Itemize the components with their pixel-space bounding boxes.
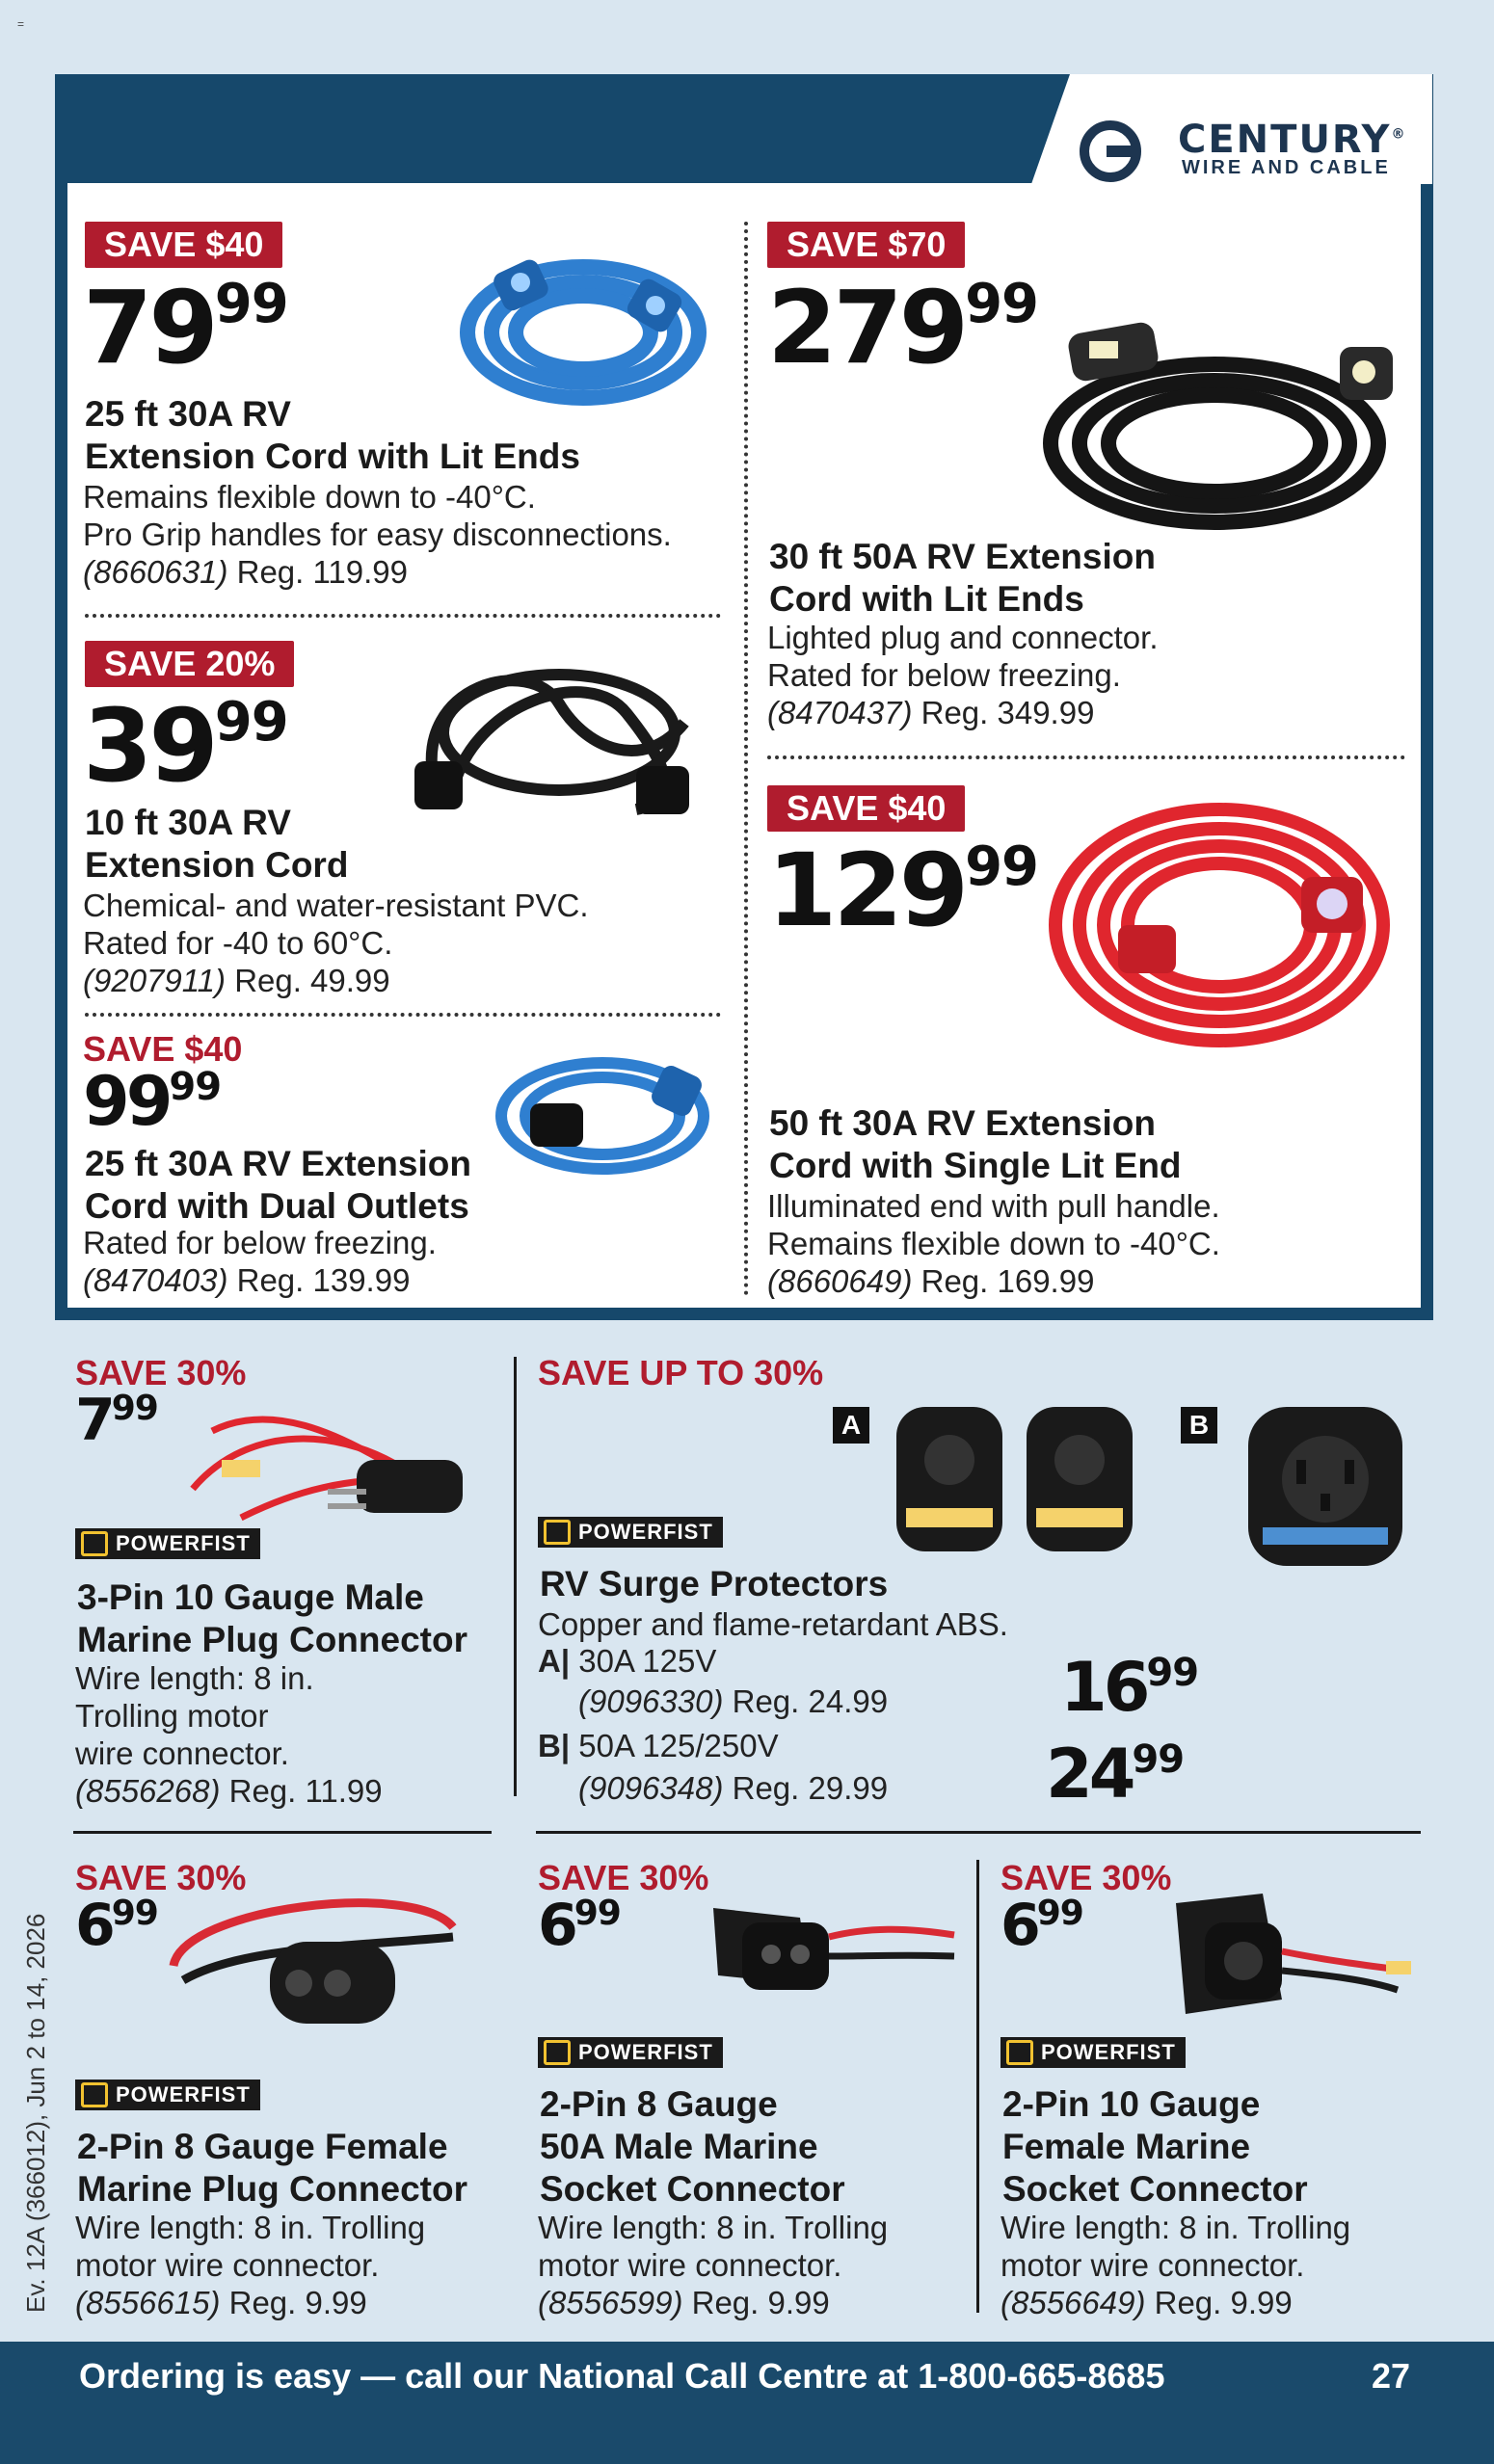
product-title: RV Surge Protectors (540, 1564, 889, 1603)
variant-a-marker: A (833, 1407, 869, 1444)
edition-info: Ev. 12A (366012), Jun 2 to 14, 2026 (21, 1913, 50, 2313)
section-divider-vertical (514, 1357, 517, 1796)
product-description: Chemical- and water-resistant PVC. Rated for -40 to 60°C. (9207911) Reg. 49.99 (83, 888, 589, 998)
blue-cord-dual-outlets-image (482, 1041, 713, 1185)
save-label: SAVE 30% (75, 1858, 247, 1897)
price: 699 (538, 1892, 621, 1959)
product-title: 25 ft 30A RV Extension Cord with Dual Outlets (85, 1144, 471, 1226)
century-logo-icon (1080, 120, 1141, 182)
2-pin-male-socket-image (694, 1879, 964, 2004)
brand-subtitle: WIRE AND CABLE (1182, 157, 1391, 178)
product-description: Wire length: 8 in. Trolling motor wire connector. (8556649) Reg. 9.99 (1000, 2210, 1351, 2320)
save-label: SAVE 30% (75, 1353, 247, 1392)
powerfist-logo: POWERFIST (75, 1528, 260, 1559)
product-description: Lighted plug and connector. Rated for below freezing. (8470437) Reg. 349.99 (767, 620, 1159, 730)
save-badge: SAVE $70 (767, 222, 965, 268)
product-title: 25 ft 30A RV Extension Cord with Lit Ends (85, 394, 580, 476)
powerfist-logo: POWERFIST (75, 2080, 260, 2110)
brand-name: CENTURY® (1178, 118, 1407, 162)
surge-protectors-30a-image (892, 1402, 1142, 1556)
powerfist-logo: POWERFIST (538, 2037, 723, 2068)
product-description: Illuminated end with pull handle. Remains flexible down to -40°C. (8660649) Reg. 169.99 (767, 1188, 1220, 1299)
powerfist-logo: POWERFIST (1000, 2037, 1186, 2068)
page-number: 27 (1372, 2356, 1411, 2396)
panel-divider-1 (85, 614, 721, 618)
2-pin-female-plug-image (164, 1869, 501, 2033)
panel-vertical-divider (744, 222, 748, 1296)
variant-b-marker: B (1181, 1407, 1217, 1444)
product-title: 2-Pin 8 Gauge 50A Male Marine Socket Connector (540, 2084, 845, 2209)
save-label: SAVE 30% (1000, 1858, 1172, 1897)
save-badge: SAVE $40 (85, 222, 282, 268)
powerfist-icon (1006, 2040, 1033, 2065)
price: 3999 (83, 687, 288, 805)
powerfist-icon (544, 2040, 571, 2065)
price: 12999 (767, 832, 1039, 949)
blue-cord-lit-ends-image (453, 226, 713, 419)
red-cord-single-lit-end-image (1041, 790, 1402, 1070)
save-label: SAVE 30% (538, 1858, 709, 1897)
variant-b-sku: (9096348) Reg. 29.99 (578, 1770, 889, 1806)
product-title: 2-Pin 8 Gauge Female Marine Plug Connector (77, 2127, 467, 2209)
footer-call-centre[interactable]: Ordering is easy — call our National Call Centre at 1-800-665-8685 (79, 2356, 1165, 2396)
save-badge: SAVE $40 (767, 785, 965, 832)
price: 9999 (83, 1062, 222, 1141)
section-divider (536, 1831, 1421, 1834)
product-title: 50 ft 30A RV Extension Cord with Single Lit End (769, 1103, 1182, 1185)
product-description: Wire length: 8 in. Trolling motor wire connector. (8556268) Reg. 11.99 (75, 1660, 383, 1809)
product-description: Copper and flame-retardant ABS. (538, 1606, 1008, 1642)
save-label: SAVE $40 (83, 1029, 243, 1069)
product-title: 30 ft 50A RV Extension Cord with Lit Ends (769, 537, 1156, 619)
price: 799 (75, 1387, 158, 1454)
powerfist-icon (544, 1520, 571, 1545)
save-badge: SAVE 20% (85, 641, 294, 687)
3-pin-male-plug-image (183, 1392, 492, 1537)
black-cord-lit-ends-image (1031, 308, 1417, 540)
price: 7999 (83, 269, 288, 386)
section-divider (73, 1831, 492, 1834)
product-title: 3-Pin 10 Gauge Male Marine Plug Connector (77, 1577, 467, 1659)
section-divider-vertical (976, 1860, 979, 2313)
product-description: Wire length: 8 in. Trolling motor wire connector. (8556615) Reg. 9.99 (75, 2210, 426, 2320)
panel-divider-3 (767, 755, 1405, 759)
product-description: Rated for below freezing. (8470403) Reg. 139.99 (83, 1225, 437, 1298)
variant-a-spec: A| 30A 125V (538, 1643, 717, 1679)
product-description: Remains flexible down to -40°C. Pro Grip handles for easy disconnections. (8660631) Reg. 119.99 (83, 479, 672, 590)
corner-mark: = (17, 17, 25, 31)
product-title: 2-Pin 10 Gauge Female Marine Socket Connector (1002, 2084, 1308, 2209)
price: 699 (75, 1892, 158, 1959)
product-description: Wire length: 8 in. Trolling motor wire connector. (8556599) Reg. 9.99 (538, 2210, 889, 2320)
2-pin-female-socket-image (1166, 1884, 1422, 2028)
save-label: SAVE UP TO 30% (538, 1353, 824, 1392)
price: 699 (1000, 1892, 1083, 1959)
variant-a-sku: (9096330) Reg. 24.99 (578, 1683, 889, 1719)
powerfist-icon (81, 2082, 108, 2107)
panel-divider-2 (85, 1013, 721, 1017)
black-cord-image (395, 646, 713, 829)
variant-b-spec: B| 50A 125/250V (538, 1728, 779, 1763)
powerfist-icon (81, 1531, 108, 1556)
price: 27999 (767, 269, 1039, 386)
variant-b-price: 2499 (1046, 1735, 1185, 1814)
powerfist-logo: POWERFIST (538, 1517, 723, 1548)
product-title: 10 ft 30A RV Extension Cord (85, 803, 349, 885)
surge-protector-50a-image (1243, 1402, 1407, 1571)
variant-a-price: 1699 (1060, 1648, 1199, 1727)
